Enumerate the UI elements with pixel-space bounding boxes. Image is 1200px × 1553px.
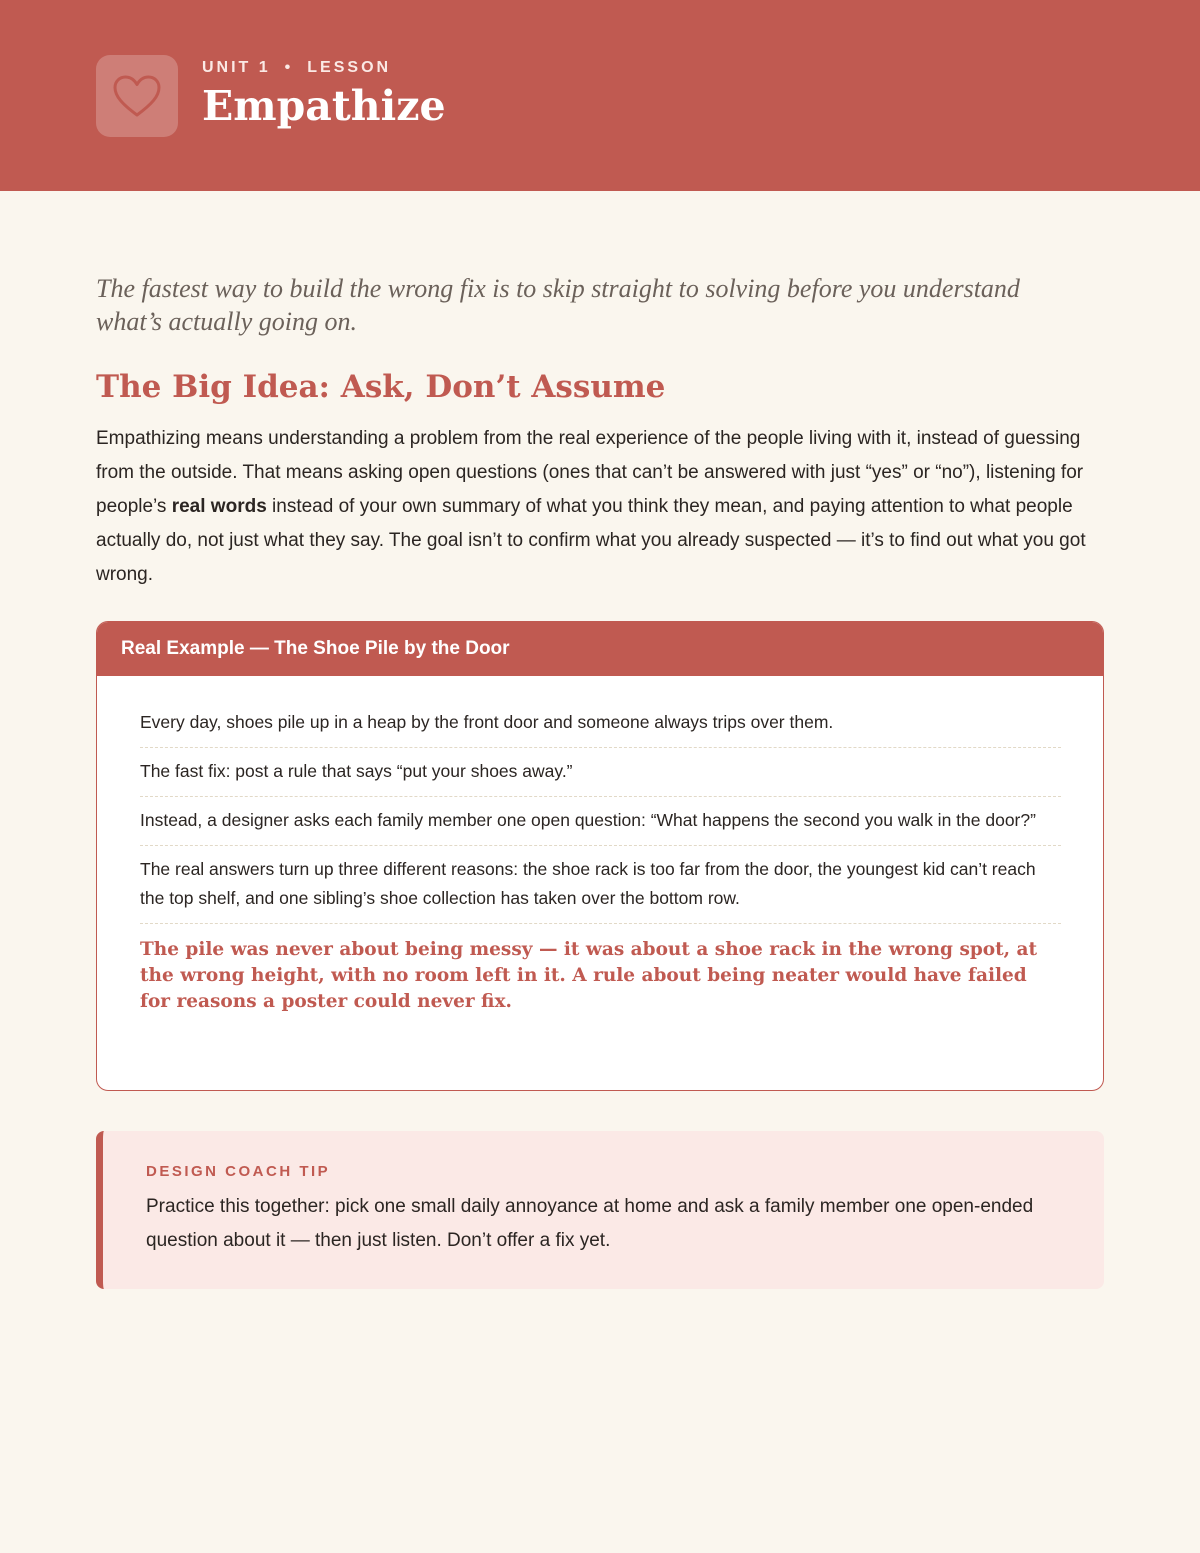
example-step: Instead, a designer asks each family member one open question: “What happens the second you walk in the door?”: [140, 806, 1061, 846]
example-card: [96, 621, 1104, 1091]
example-card-header: [97, 622, 1103, 676]
example-step: The fast fix: post a rule that says “put your shoes away.”: [140, 757, 1061, 797]
paragraph-emphasis: real words: [171, 496, 267, 517]
example-insight: The pile was never about being messy — it was about a shoe rack in the wrong spot, at the wrong height, with no room left in it. A rule about being neater would have failed for reasons a poster could never fix.: [140, 939, 1038, 1012]
example-steps: [140, 708, 1061, 1015]
coach-tip-text: Practice this together: pick one small daily annoyance at home and ask a family member one open-ended question about it — then just listen. Don’t offer a fix yet.: [146, 1196, 1034, 1251]
lesson-kind-label: LESSON: [307, 59, 392, 76]
paragraph-text-start: Empathizing means understanding a problem from the real experience of the people living with it, instead of guessing from the outside. That means asking open questions (ones that can’t be answered with just “yes” or “no”), listening for people’s: [96, 428, 1084, 517]
coach-tip-label: DESIGN COACH TIP: [146, 1163, 331, 1180]
lesson-title: Empathize: [202, 82, 446, 130]
unit-label: UNIT 1: [202, 59, 271, 76]
paragraph-text-end: instead of your own summary of what you think they mean, and paying attention to what people actually do, not just what they say. The goal isn’t to confirm what you already suspected — it’s to find out what you got wrong.: [96, 496, 1086, 585]
big-idea-heading: The Big Idea: Ask, Don’t Assume: [96, 369, 666, 405]
big-idea-paragraph: [96, 422, 1096, 592]
intro-quote: The fastest way to build the wrong fix is to skip straight to solving before you understand what’s actually going on.: [96, 274, 1020, 336]
example-step: Every day, shoes pile up in a heap by the front door and someone always trips over them.: [140, 708, 1061, 748]
coach-tip-box: [96, 1131, 1104, 1289]
unit-eyebrow: [202, 59, 391, 77]
lesson-icon-tile: [96, 55, 178, 137]
lesson-header: [0, 0, 1200, 191]
heart-icon: [112, 74, 162, 118]
example-title: Real Example — The Shoe Pile by the Door: [121, 638, 510, 659]
eyebrow-separator: •: [284, 59, 294, 76]
example-step: The real answers turn up three different reasons: the shoe rack is too far from the door, the youngest kid can’t reach the top shelf, and one sibling’s shoe collection has taken over the bottom row.: [140, 855, 1061, 924]
